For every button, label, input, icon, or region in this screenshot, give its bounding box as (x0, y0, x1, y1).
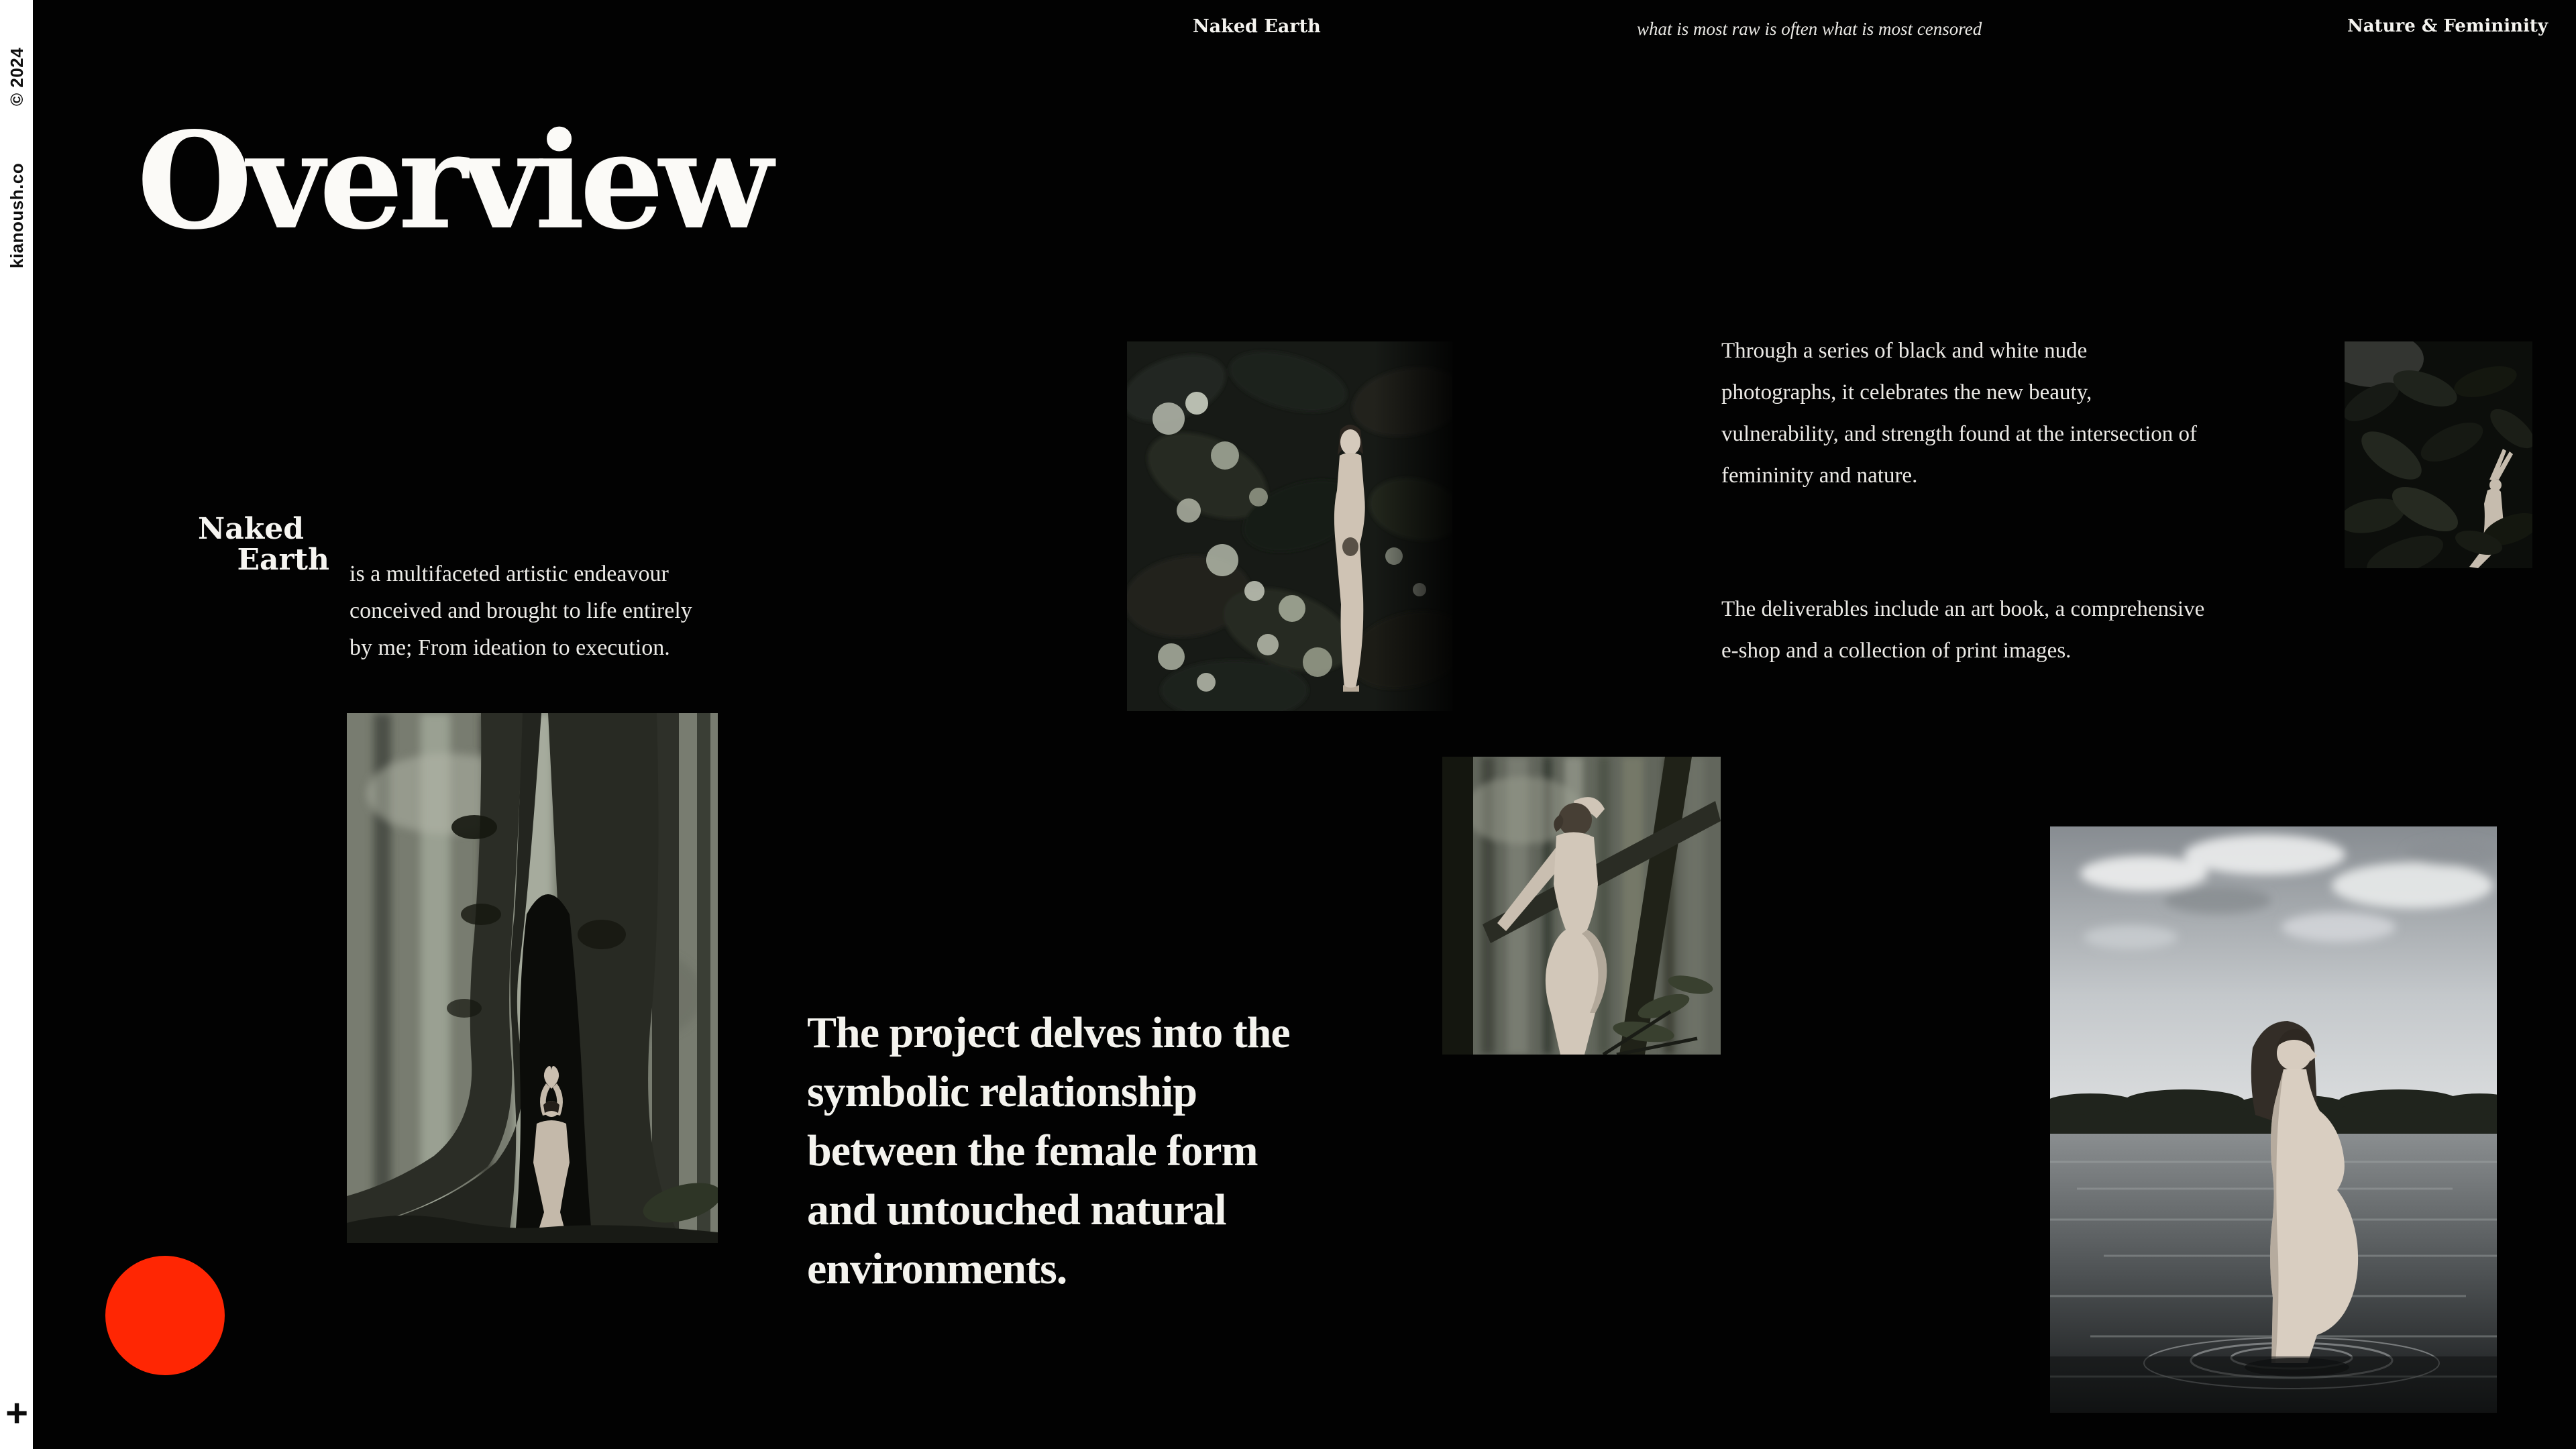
pines-photo-illustration (1442, 757, 1721, 1055)
photo-pregnant-figure-in-lake (2050, 826, 2497, 1413)
intro-line: is a multifaceted artistic endeavour (350, 561, 669, 586)
about-line: femininity and nature. (1721, 464, 1918, 488)
intro-line: by me; From ideation to execution. (350, 635, 670, 660)
header-brand: Naked Earth (1193, 16, 1321, 37)
copyright-year: © 2024 (7, 47, 27, 106)
lake-photo-illustration (2050, 826, 2497, 1413)
statement-line: symbolic relationship (807, 1067, 1197, 1116)
statement-line: between the female form (807, 1126, 1258, 1175)
about-line: The deliverables include an art book, a comprehensive (1721, 597, 2205, 621)
about-line: e-shop and a collection of print images. (1721, 639, 2072, 663)
about-paragraph-1 (1721, 330, 2285, 496)
intro-heading-line2: Earth (237, 543, 329, 577)
intro-paragraph (350, 555, 692, 666)
header-project-label: Nature & Femininity (2347, 16, 2548, 36)
foliage-photo-illustration (2345, 341, 2532, 568)
tree-photo-illustration (347, 713, 718, 1243)
photo-figure-in-tree-hollow (347, 713, 718, 1243)
plus-button[interactable]: + (5, 1391, 28, 1435)
statement-line: and untouched natural (807, 1185, 1226, 1234)
statement-line: environments. (807, 1244, 1067, 1293)
about-line: Through a series of black and white nude (1721, 339, 2088, 363)
photo-figure-from-behind-in-pines (1442, 757, 1721, 1055)
project-statement (807, 1004, 1290, 1299)
statement-line: The project delves into the (807, 1008, 1290, 1057)
site-link[interactable]: kianoush.co (7, 162, 27, 268)
intro-line: conceived and brought to life entirely (350, 598, 692, 623)
about-paragraph-2 (1721, 588, 2285, 672)
photo-figure-reclining-in-foliage (2345, 341, 2532, 568)
hydrangea-photo-illustration (1127, 341, 1452, 711)
left-rail (0, 0, 33, 1449)
red-accent-circle (105, 1256, 225, 1375)
header-quote: what is most raw is often what is most censored (1637, 19, 1982, 39)
intro-heading (188, 514, 329, 576)
intro-heading-line1: Naked (198, 512, 304, 546)
about-line: vulnerability, and strength found at the intersection of (1721, 422, 2198, 446)
about-line: photographs, it celebrates the new beauty, (1721, 380, 2092, 405)
page-title: Overview (137, 103, 768, 259)
photo-figure-among-hydrangeas (1127, 341, 1452, 711)
